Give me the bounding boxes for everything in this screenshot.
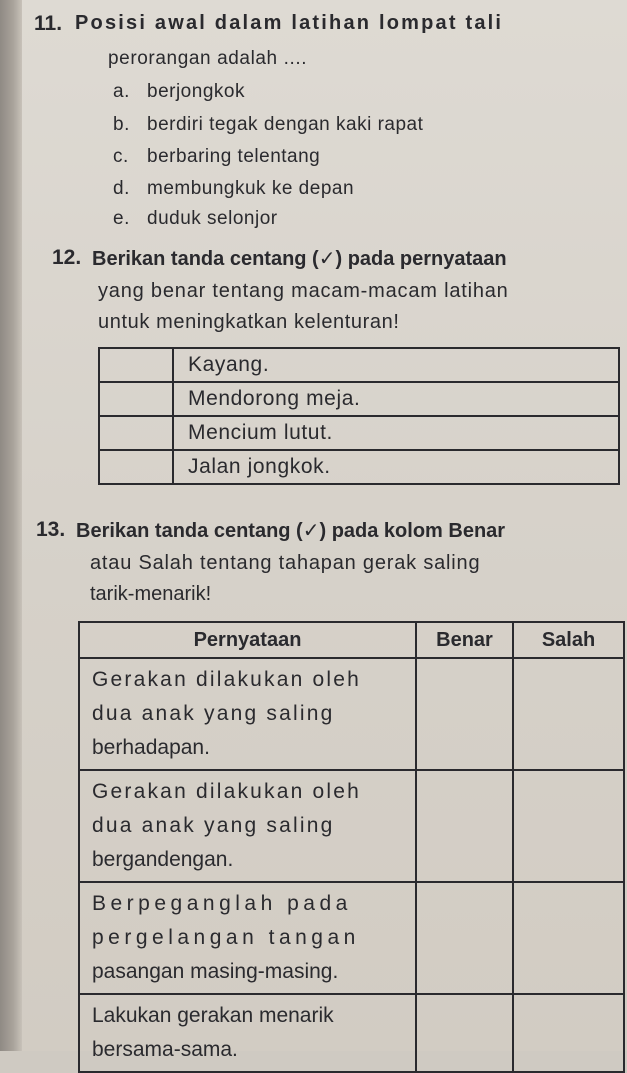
q13-prompt-line1: Berikan tanda centang (✓) pada kolom Benar (76, 520, 506, 542)
statement-cell: Mendorong meja. (173, 382, 619, 416)
checkbox-cell[interactable] (99, 348, 173, 382)
q13-table (78, 621, 625, 1073)
table-row (99, 450, 619, 484)
q13-prompt-line2: atau Salah tentang tahapan gerak saling (90, 552, 481, 574)
q12-prompt-line3: untuk meningkatkan kelenturan! (98, 311, 400, 333)
q11-option-b: b. berdiri tegak dengan kaki rapat (113, 114, 424, 135)
q11-option-a: a. berjongkok (113, 81, 245, 102)
q13-number: 13. (36, 518, 66, 541)
header-true: Benar (416, 622, 513, 658)
q11-prompt-line2: perorangan adalah .... (108, 48, 308, 69)
page-shadow-edge (0, 0, 22, 1051)
false-cell[interactable] (513, 882, 624, 994)
table-row (79, 770, 624, 882)
q12-prompt-line2: yang benar tentang macam-macam latihan (98, 280, 509, 302)
checkbox-cell[interactable] (99, 450, 173, 484)
q11-option-e: e. duduk selonjor (113, 208, 278, 229)
statement-cell: Lakukan gerakan menarik bersama-sama. (79, 994, 416, 1072)
statement-cell: Berpeganglah pada pergelangan tangan pasangan masing-masing. (79, 882, 416, 994)
table-row (79, 882, 624, 994)
table-header-row (79, 622, 624, 658)
true-cell[interactable] (416, 994, 513, 1072)
table-row (99, 382, 619, 416)
table-row (79, 994, 624, 1072)
q12-table (98, 347, 620, 485)
statement-cell: Kayang. (173, 348, 619, 382)
table-row (99, 348, 619, 382)
statement-cell: Gerakan dilakukan oleh dua anak yang saling berhadapan. (79, 658, 416, 770)
statement-cell: Gerakan dilakukan oleh dua anak yang saling bergandengan. (79, 770, 416, 882)
statement-cell: Jalan jongkok. (173, 450, 619, 484)
table-row (99, 416, 619, 450)
q11-option-c: c. berbaring telentang (113, 146, 321, 167)
q13-prompt-line3: tarik-menarik! (90, 583, 212, 605)
table-row (79, 658, 624, 770)
true-cell[interactable] (416, 770, 513, 882)
true-cell[interactable] (416, 658, 513, 770)
q11-prompt-line1: Posisi awal dalam latihan lompat tali (75, 12, 504, 34)
q11-number: 11. (34, 12, 63, 35)
statement-cell: Mencium lutut. (173, 416, 619, 450)
checkbox-cell[interactable] (99, 382, 173, 416)
header-statement: Pernyataan (79, 622, 416, 658)
false-cell[interactable] (513, 770, 624, 882)
header-false: Salah (513, 622, 624, 658)
q12-prompt-line1: Berikan tanda centang (✓) pada pernyataan (92, 248, 507, 270)
false-cell[interactable] (513, 994, 624, 1072)
true-cell[interactable] (416, 882, 513, 994)
q12-number: 12. (52, 246, 82, 269)
checkbox-cell[interactable] (99, 416, 173, 450)
false-cell[interactable] (513, 658, 624, 770)
q11-option-d: d. membungkuk ke depan (113, 178, 355, 199)
